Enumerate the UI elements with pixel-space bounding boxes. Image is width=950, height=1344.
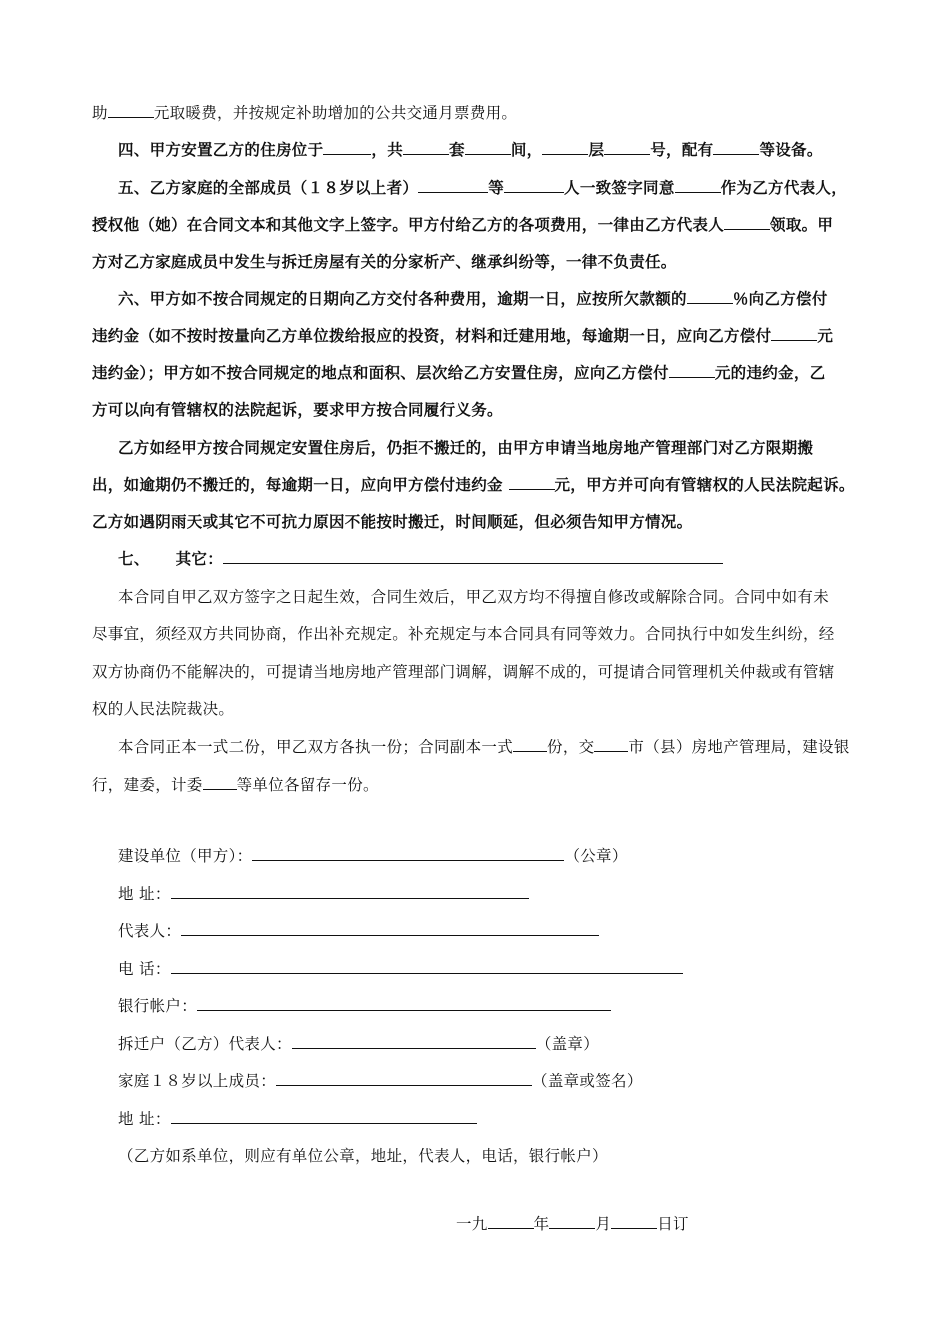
family-members-field[interactable] bbox=[276, 1071, 532, 1086]
other-terms-field[interactable] bbox=[223, 549, 723, 564]
text: 授权他（她）在合同文本和其他文字上签字。甲方付给乙方的各项费用，一律由乙方代表人 bbox=[92, 215, 725, 234]
address-field[interactable] bbox=[171, 884, 529, 899]
clause-6b-line-3: 乙方如遇阴雨天或其它不可抗力原因不能按时搬迁，时间顺延，但必须告知甲方情况。 bbox=[92, 512, 693, 531]
blank-field[interactable] bbox=[594, 737, 628, 752]
text: 元的违约金，乙 bbox=[714, 363, 826, 382]
text: 年 bbox=[533, 1215, 550, 1233]
text: 市（县）房地产管理局，建设银 bbox=[628, 738, 850, 756]
text: 份，交 bbox=[547, 738, 595, 756]
signing-date bbox=[456, 1214, 689, 1234]
year-field[interactable] bbox=[488, 1214, 534, 1229]
text: 月 bbox=[595, 1215, 612, 1233]
text: 日订 bbox=[657, 1215, 689, 1233]
label: 代表人： bbox=[118, 922, 182, 940]
month-field[interactable] bbox=[549, 1214, 595, 1229]
clause-8-line-4: 权的人民法院裁决。 bbox=[92, 700, 235, 718]
blank-field[interactable] bbox=[509, 475, 555, 490]
clause-5-line-3: 方对乙方家庭成员中发生与拆迁房屋有关的分家析产、继承纠纷等，一律不负责任。 bbox=[92, 252, 677, 271]
blank-field[interactable] bbox=[203, 775, 237, 790]
sign-phone bbox=[118, 959, 683, 979]
clause-9-line-2 bbox=[92, 775, 379, 795]
blank-field[interactable] bbox=[713, 140, 759, 155]
blank-field[interactable] bbox=[465, 140, 511, 155]
text: 四、甲方安置乙方的住房位于 bbox=[118, 140, 324, 159]
text: 七、 bbox=[118, 549, 150, 568]
text: 本合同正本一式二份，甲乙双方各执一份；合同副本一式 bbox=[118, 738, 514, 756]
clause-7 bbox=[118, 549, 723, 569]
text: 出，如逾期仍不搬迁的，每逾期一日，应向甲方偿付违约金 bbox=[92, 475, 509, 494]
clause-8-line-1: 本合同自甲乙双方签字之日起生效，合同生效后，甲乙双方均不得擅自修改或解除合同。合同中如有未 bbox=[118, 588, 830, 606]
clause-5-line-2 bbox=[92, 215, 833, 235]
label: （公章） bbox=[564, 847, 628, 865]
text: 五、乙方家庭的全部成员（１８岁以上者） bbox=[118, 178, 419, 197]
text: 元 bbox=[817, 326, 834, 345]
sign-party-a bbox=[118, 846, 628, 866]
blank-field[interactable] bbox=[513, 737, 547, 752]
label: 地 址： bbox=[118, 1110, 171, 1128]
representative-field[interactable] bbox=[181, 921, 599, 936]
blank-field[interactable] bbox=[418, 178, 488, 193]
blank-field[interactable] bbox=[724, 215, 770, 230]
clause-9-line-1 bbox=[118, 737, 850, 757]
party-a-field[interactable] bbox=[252, 846, 564, 861]
phone-field[interactable] bbox=[171, 959, 683, 974]
label: 拆迁户（乙方）代表人： bbox=[118, 1035, 292, 1053]
text: 作为乙方代表人， bbox=[720, 178, 848, 197]
label: 地 址： bbox=[118, 885, 171, 903]
text: ％向乙方偿付 bbox=[732, 289, 828, 308]
clause-8-line-2: 尽事宜，须经双方共同协商，作出补充规定。补充规定与本合同具有同等效力。合同执行中如发生纠纷，经 bbox=[92, 625, 835, 643]
text: 等单位各留存一份。 bbox=[236, 776, 379, 794]
blank-field[interactable] bbox=[323, 140, 371, 155]
clause-5-line-1 bbox=[118, 178, 847, 198]
blank-field[interactable] bbox=[675, 178, 721, 193]
text: 违约金（如不按时按量向乙方单位拨给报应的投资，材料和迁建用地，每逾期一日，应向乙方偿付 bbox=[92, 326, 772, 345]
text: 领取。甲 bbox=[770, 215, 834, 234]
text: ，共 bbox=[371, 140, 404, 159]
text: 人一致签字同意 bbox=[564, 178, 675, 197]
sign-family bbox=[118, 1071, 643, 1091]
label: 家庭１８岁以上成员： bbox=[118, 1072, 277, 1090]
blank-field[interactable] bbox=[108, 103, 154, 118]
text: 一九 bbox=[456, 1215, 488, 1233]
clause-6-line-3 bbox=[92, 363, 825, 383]
sign-address bbox=[118, 884, 529, 904]
day-field[interactable] bbox=[611, 1214, 657, 1229]
blank-field[interactable] bbox=[771, 326, 817, 341]
clause-4 bbox=[118, 140, 823, 160]
sign-bank bbox=[118, 996, 611, 1016]
text: 元取暖费，并按规定补助增加的公共交通月票费用。 bbox=[153, 104, 518, 122]
sign-note: （乙方如系单位，则应有单位公章，地址，代表人，电话，银行帐户） bbox=[118, 1147, 608, 1165]
address-field-2[interactable] bbox=[171, 1109, 477, 1124]
text: 套 bbox=[449, 140, 465, 159]
label: （盖章或签名） bbox=[532, 1072, 643, 1090]
blank-field[interactable] bbox=[403, 140, 449, 155]
text: 六、甲方如不按合同规定的日期向乙方交付各种费用，逾期一日，应按所欠款额的 bbox=[118, 289, 687, 308]
label: （盖章） bbox=[535, 1035, 600, 1053]
sign-representative bbox=[118, 921, 599, 941]
label: 建设单位（甲方）： bbox=[118, 847, 253, 865]
clause-6-line-2 bbox=[92, 326, 833, 346]
blank-field[interactable] bbox=[504, 178, 564, 193]
blank-field[interactable] bbox=[669, 363, 715, 378]
clause-3-tail bbox=[92, 103, 517, 123]
text: 等 bbox=[488, 178, 505, 197]
text: 层 bbox=[588, 140, 605, 159]
clause-6b-line-1: 乙方如经甲方按合同规定安置住房后，仍拒不搬迁的，由甲方申请当地房地产管理部门对乙方限期搬 bbox=[118, 438, 814, 457]
label: 电 话： bbox=[118, 960, 171, 978]
party-b-field[interactable] bbox=[292, 1034, 536, 1049]
text: 间， bbox=[510, 140, 543, 159]
clause-8-line-3: 双方协商仍不能解决的，可提请当地房地产管理部门调解，调解不成的，可提请合同管理机关仲裁或有管辖 bbox=[92, 663, 835, 681]
sign-party-b bbox=[118, 1034, 599, 1054]
bank-account-field[interactable] bbox=[197, 996, 611, 1011]
clause-6-line-4: 方可以向有管辖权的法院起诉，要求甲方按合同履行义务。 bbox=[92, 400, 503, 419]
clause-6b-line-2 bbox=[92, 475, 855, 495]
text: 其它： bbox=[175, 549, 224, 568]
text: 等设备。 bbox=[759, 140, 823, 159]
label: 银行帐户： bbox=[118, 997, 198, 1015]
text: 号，配有 bbox=[650, 140, 714, 159]
blank-field[interactable] bbox=[687, 289, 733, 304]
blank-field[interactable] bbox=[604, 140, 650, 155]
text: 元，甲方并可向有管辖权的人民法院起诉。 bbox=[554, 475, 855, 494]
sign-address-2 bbox=[118, 1109, 477, 1129]
clause-6-line-1 bbox=[118, 289, 828, 309]
blank-field[interactable] bbox=[542, 140, 588, 155]
text: 违约金）；甲方如不按合同规定的地点和面积、层次给乙方安置住房，应向乙方偿付 bbox=[92, 363, 669, 382]
text: 助 bbox=[92, 104, 108, 122]
text: 行，建委，计委 bbox=[92, 776, 203, 794]
